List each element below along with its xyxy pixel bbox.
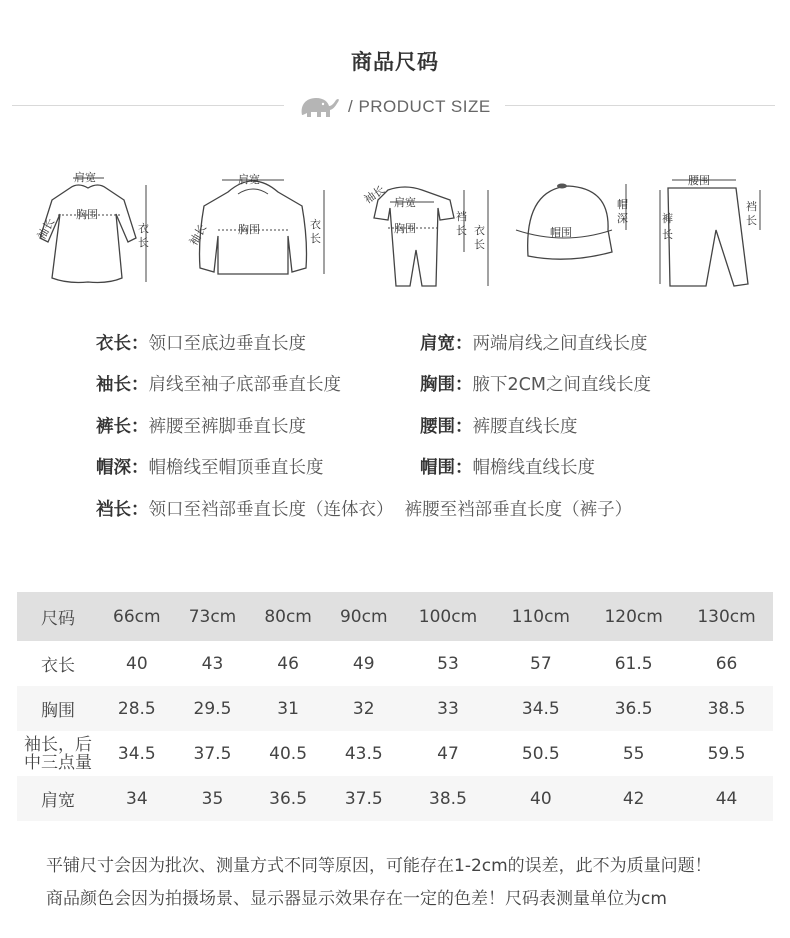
definition-term: 腰围： xyxy=(420,417,473,437)
table-cell: 38.5 xyxy=(680,686,773,731)
definition-desc: 肩线至袖子底部垂直长度 xyxy=(148,375,341,395)
cap-figure xyxy=(512,160,642,294)
fig-label: 袖长 xyxy=(361,183,388,207)
table-cell: 36.5 xyxy=(250,776,326,821)
table-cell: 53 xyxy=(437,653,459,674)
romper-figure xyxy=(350,160,500,294)
fig-label: 深 xyxy=(617,212,628,225)
definition-term: 胸围： xyxy=(420,375,473,395)
definition-desc: 帽檐线至帽顶垂直长度 xyxy=(148,458,324,478)
table-header-cell: 100cm xyxy=(402,592,495,641)
definition-item xyxy=(420,330,648,355)
table-header-cell: 尺码 xyxy=(17,592,99,641)
fig-label: 裆 xyxy=(746,200,757,213)
table-cell: 38.5 xyxy=(402,776,495,821)
definition-desc: 腋下2CM之间直线长度 xyxy=(472,375,651,395)
definition-desc: 领口至裆部垂直长度（连体衣） 裤腰至裆部垂直长度（裤子） xyxy=(148,500,633,520)
table-header-cell: 80cm xyxy=(250,592,326,641)
table-row xyxy=(17,641,773,686)
section-subtitle xyxy=(296,92,506,122)
definition-item xyxy=(96,330,306,355)
definition-term: 裆长： xyxy=(96,500,149,520)
fig-label: 衣 xyxy=(474,224,485,237)
fig-label: 腰围 xyxy=(688,174,710,187)
table-header-cell: 120cm xyxy=(587,592,680,641)
fig-label: 裆 xyxy=(456,210,467,223)
fig-label: 长 xyxy=(662,228,673,241)
table-cell: 33 xyxy=(402,686,495,731)
table-cell: 44 xyxy=(680,776,773,821)
table-cell: 40.5 xyxy=(269,743,308,764)
pants-figure xyxy=(652,160,772,294)
row-label: 袖长，后中三点量 xyxy=(24,734,92,773)
note-line: 商品颜色会因为拍摄场景、显示器显示效果存在一定的色差！尺码表测量单位为cm xyxy=(46,889,667,909)
fig-label: 帽 xyxy=(617,198,628,211)
fig-label: 胸围 xyxy=(394,222,416,235)
table-cell: 43.5 xyxy=(344,743,383,764)
table-cell: 36.5 xyxy=(587,686,680,731)
fig-label: 胸围 xyxy=(238,223,260,236)
table-cell: 40 xyxy=(126,653,148,674)
fig-label: 长 xyxy=(138,236,149,249)
table-cell: 40 xyxy=(494,776,587,821)
fig-label: 袖长 xyxy=(187,222,210,248)
fig-label: 袖长 xyxy=(35,216,58,242)
table-cell: 46 xyxy=(277,653,299,674)
table-cell: 28.5 xyxy=(99,686,175,731)
table-cell: 34 xyxy=(99,776,175,821)
fig-label: 裤 xyxy=(662,212,673,225)
fig-label: 肩宽 xyxy=(74,171,96,184)
table-cell: 47 xyxy=(437,743,459,764)
divider-left xyxy=(12,105,284,106)
table-cell: 32 xyxy=(326,686,402,731)
definition-term: 袖长： xyxy=(96,375,149,395)
table-cell: 37.5 xyxy=(326,776,402,821)
measurement-figures xyxy=(0,160,790,300)
note-line: 平铺尺寸会因为批次、测量方式不同等原因，可能存在1-2cm的误差，此不为质量问题！ xyxy=(46,856,712,876)
fig-label: 帽围 xyxy=(550,226,572,239)
definition-term: 裤长： xyxy=(96,417,149,437)
table-cell: 49 xyxy=(352,653,375,674)
table-cell: 31 xyxy=(250,686,326,731)
dress-figure xyxy=(28,160,158,294)
table-cell: 42 xyxy=(587,776,680,821)
fig-label: 衣 xyxy=(310,218,321,231)
table-cell: 61.5 xyxy=(614,653,653,674)
table-row xyxy=(17,776,773,821)
definition-item xyxy=(420,371,651,396)
definition-desc: 领口至底边垂直长度 xyxy=(148,334,306,354)
table-cell: 55 xyxy=(622,743,645,764)
fig-label: 长 xyxy=(456,224,467,237)
fig-label: 长 xyxy=(310,232,321,245)
fig-label: 衣 xyxy=(138,222,149,235)
divider-right xyxy=(505,105,775,106)
table-cell: 50.5 xyxy=(521,743,560,764)
definition-item xyxy=(96,371,341,396)
table-cell: 29.5 xyxy=(175,686,251,731)
fig-label: 肩宽 xyxy=(238,173,260,186)
definition-item xyxy=(420,413,578,438)
notes xyxy=(46,850,712,916)
fig-label: 胸围 xyxy=(76,208,98,221)
elephant-icon xyxy=(296,93,342,121)
definition-desc: 帽檐线直线长度 xyxy=(472,458,595,478)
table-header-cell: 90cm xyxy=(326,592,402,641)
definition-item xyxy=(96,454,324,479)
definition-item xyxy=(96,496,632,521)
table-row xyxy=(17,686,773,731)
definition-desc: 裤腰直线长度 xyxy=(472,417,578,437)
row-label: 胸围 xyxy=(17,686,99,731)
table-cell: 34.5 xyxy=(494,686,587,731)
hoodie-figure xyxy=(178,160,328,294)
size-table xyxy=(17,592,773,821)
table-cell: 34.5 xyxy=(117,743,156,764)
definition-item xyxy=(420,454,595,479)
fig-label: 肩宽 xyxy=(394,196,416,209)
definition-term: 帽围： xyxy=(420,458,473,478)
fig-label: 长 xyxy=(474,238,485,251)
row-label: 肩宽 xyxy=(17,776,99,821)
definition-desc: 裤腰至裤脚垂直长度 xyxy=(148,417,306,437)
table-cell: 66 xyxy=(715,653,738,674)
definition-term: 帽深： xyxy=(96,458,149,478)
table-header-cell: 130cm xyxy=(680,592,773,641)
definition-item xyxy=(96,413,306,438)
definition-term: 肩宽： xyxy=(420,334,473,354)
definition-desc: 两端肩线之间直线长度 xyxy=(472,334,648,354)
definition-term: 衣长： xyxy=(96,334,149,354)
table-row xyxy=(17,731,773,776)
table-cell: 59.5 xyxy=(707,743,746,764)
subtitle-text: / PRODUCT SIZE xyxy=(348,97,491,116)
table-header-row xyxy=(17,592,773,641)
page-title: 商品尺码 xyxy=(351,50,439,74)
table-header-cell: 110cm xyxy=(494,592,587,641)
table-header-cell: 66cm xyxy=(99,592,175,641)
table-cell: 35 xyxy=(175,776,251,821)
fig-label: 长 xyxy=(746,214,757,227)
row-label: 衣长 xyxy=(41,656,75,676)
table-cell: 43 xyxy=(201,653,224,674)
table-cell: 37.5 xyxy=(193,743,232,764)
table-cell: 57 xyxy=(530,653,552,674)
table-header-cell: 73cm xyxy=(175,592,251,641)
